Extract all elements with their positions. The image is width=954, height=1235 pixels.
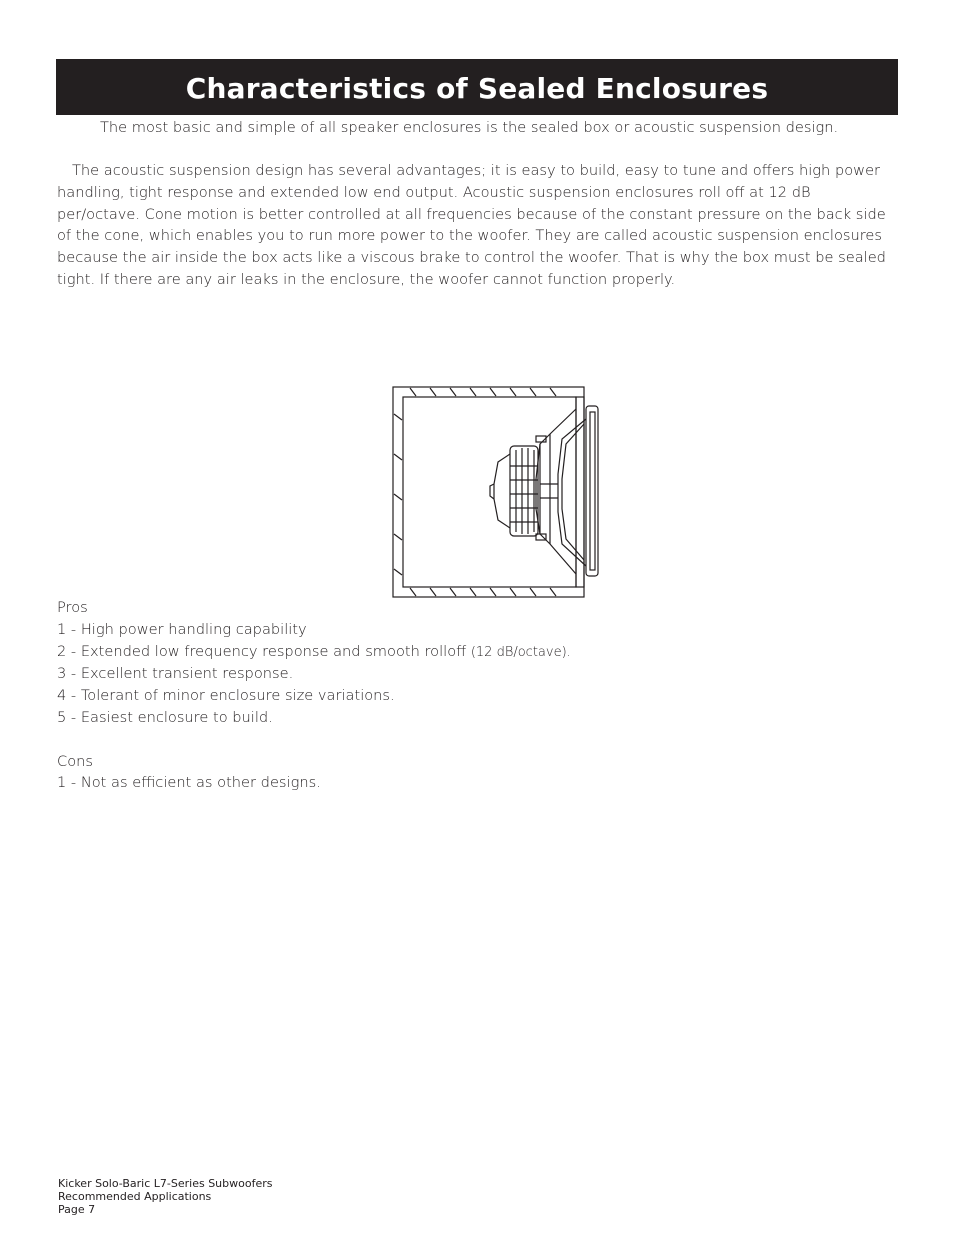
intro-paragraph: The most basic and simple of all speaker enclosures is the sealed box or acoustic suspension design.: [100, 119, 839, 136]
pros-item-2-tail: (12 dB/octave).: [470, 644, 571, 660]
cons-heading: Cons: [57, 752, 93, 770]
enclosure-outer-wall: [393, 387, 584, 597]
pros-item-1: 1 - High power handling capability: [57, 620, 307, 638]
pros-cons-list: [57, 597, 571, 794]
sealed-enclosure-diagram-icon: [390, 384, 605, 602]
pros-item-4: 4 - Tolerant of minor enclosure size variations.: [57, 687, 395, 705]
pros-heading: Pros: [57, 599, 88, 616]
page-title: Characteristics of Sealed Enclosures: [185, 71, 769, 105]
page-footer: [58, 1177, 272, 1216]
pros-item-2-text: 2 - Extended low frequency response and smooth rolloff: [57, 642, 467, 660]
cons-item-1: 1 - Not as efficient as other designs.: [57, 774, 321, 792]
speaker-frame: [586, 406, 598, 576]
footer-line-2: Recommended Applications: [58, 1190, 212, 1203]
pros-item-5: 5 - Easiest enclosure to build.: [57, 708, 273, 726]
title-bar: [56, 59, 898, 115]
pros-item-2: [57, 641, 571, 664]
advantages-paragraph: The acoustic suspension design has several advantages; it is easy to build, easy to tune and offers high power handling, tight response and extended low end output. Acoustic suspension enclosures roll off at 12 dB per/octave. Cone motion is better controlled at all frequencies because of the constant pressure on the back side of the cone, which enables you to run more power to the woofer. They are called acoustic suspension enclosures because the air inside the box acts like a viscous brake to control the woofer. That is why the box must be sealed tight. If there are any air leaks in the enclosure, the woofer cannot function properly.: [57, 162, 886, 288]
pros-item-3: 3 - Excellent transient response.: [57, 665, 294, 683]
list-spacer: [57, 729, 571, 751]
footer-page-number: Page 7: [58, 1203, 96, 1216]
footer-line-1: Kicker Solo-Baric L7-Series Subwoofers: [58, 1177, 273, 1190]
